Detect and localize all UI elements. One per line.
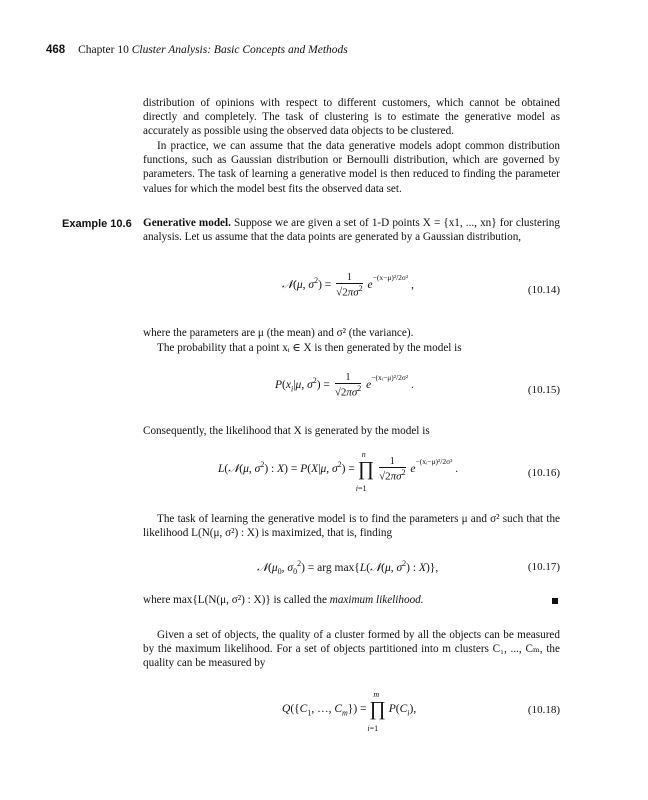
chapter-label: Chapter 10: [78, 44, 129, 56]
paragraph-2: In practice, we can assume that the data generative models adopt common distribution functions, such as Gaussian distribution or Bernoulli distribution, which are governed by parameters. The task of learning a generative model is then reduced to finding the parameter values for which the model best fits the observed data set.: [143, 140, 560, 195]
equation-10-14: 𝒩(μ, $\sigma^2$) = $\frac{1}{√2\pi\sigma^2}$ $e^{-(x-\mu)^2/2\sigma^2}$ ,: [282, 272, 414, 299]
equation-number: (10.17): [527, 561, 560, 573]
quality-paragraph: Given a set of objects, the quality of a cluster formed by all the objects can be measured by the maximum likelihood. For a set of objects partitioned into m clusters C₁, ..., Cₘ, the quality can be measured by: [143, 629, 560, 670]
qed-square: [552, 598, 558, 604]
max-prefix: where max{L(N(μ, σ²) : X)} is called the: [143, 594, 327, 606]
paragraph-1: distribution of opinions with respect to different customers, which cannot be obtained directly and completely. The task of clustering is to estimate the generative model as accurately as possible using the observed data objects to be clustered.: [143, 97, 560, 138]
task-paragraph: The task of learning the generative model is to find the parameters μ and σ² such that the likelihood L(N(μ, σ²) : X) is maximized, that is, finding: [143, 513, 560, 540]
max-term: maximum likelihood.: [329, 594, 424, 606]
example-label: Example 10.6: [62, 218, 132, 230]
example-title: Generative model.: [143, 217, 231, 229]
chapter-title: Cluster Analysis: Basic Concepts and Methods: [131, 44, 348, 56]
equation-number: (10.14): [527, 284, 560, 296]
equation-10-18: $Q(\{C_1$, …, $C_m$}) = ∏ m i=1 $P(C_i)$,: [282, 690, 417, 733]
equation-10-15: $P(x_i|\mu$, $\sigma^2$) = $\frac{1}{√2\pi\sigma^2}$ $e^{-(xᵢ-\mu)^2/2\sigma^2}$ .: [275, 372, 414, 399]
likelihood-paragraph: Consequently, the likelihood that X is generated by the model is: [143, 425, 430, 437]
prob-paragraph: The probability that a point xᵢ ∈ X is then generated by the model is: [157, 342, 462, 354]
example-paragraph: [143, 216, 560, 244]
running-header: [46, 44, 348, 56]
params-paragraph: where the parameters are μ (the mean) and σ² (the variance).: [143, 327, 414, 339]
equation-10-17: $𝒩(\mu_0$, $\sigma_0^2$) = arg max{L(𝒩(μ, $\sigma^2$) : X)},: [257, 559, 439, 577]
equation-number: (10.15): [527, 384, 560, 396]
equation-number: (10.16): [527, 467, 560, 479]
max-paragraph: [143, 593, 560, 607]
equation-number: (10.18): [527, 704, 560, 716]
equation-10-16: L(𝒩(μ, $\sigma^2$) : X) = P(X|μ, $\sigma^2$) = ∏ n i=1 $\frac{1}{√2\pi\sigma^2}$ $e^{-(xᵢ-\mu)^2/2\sigma^2}$ .: [218, 449, 459, 493]
example-text: Suppose we are given a set of 1-D points X = {x1, ..., xn} for clustering analysis. Let us assume that the data points are generated by a Gaussian distribution,: [143, 217, 560, 244]
page-number: 468: [46, 44, 66, 56]
